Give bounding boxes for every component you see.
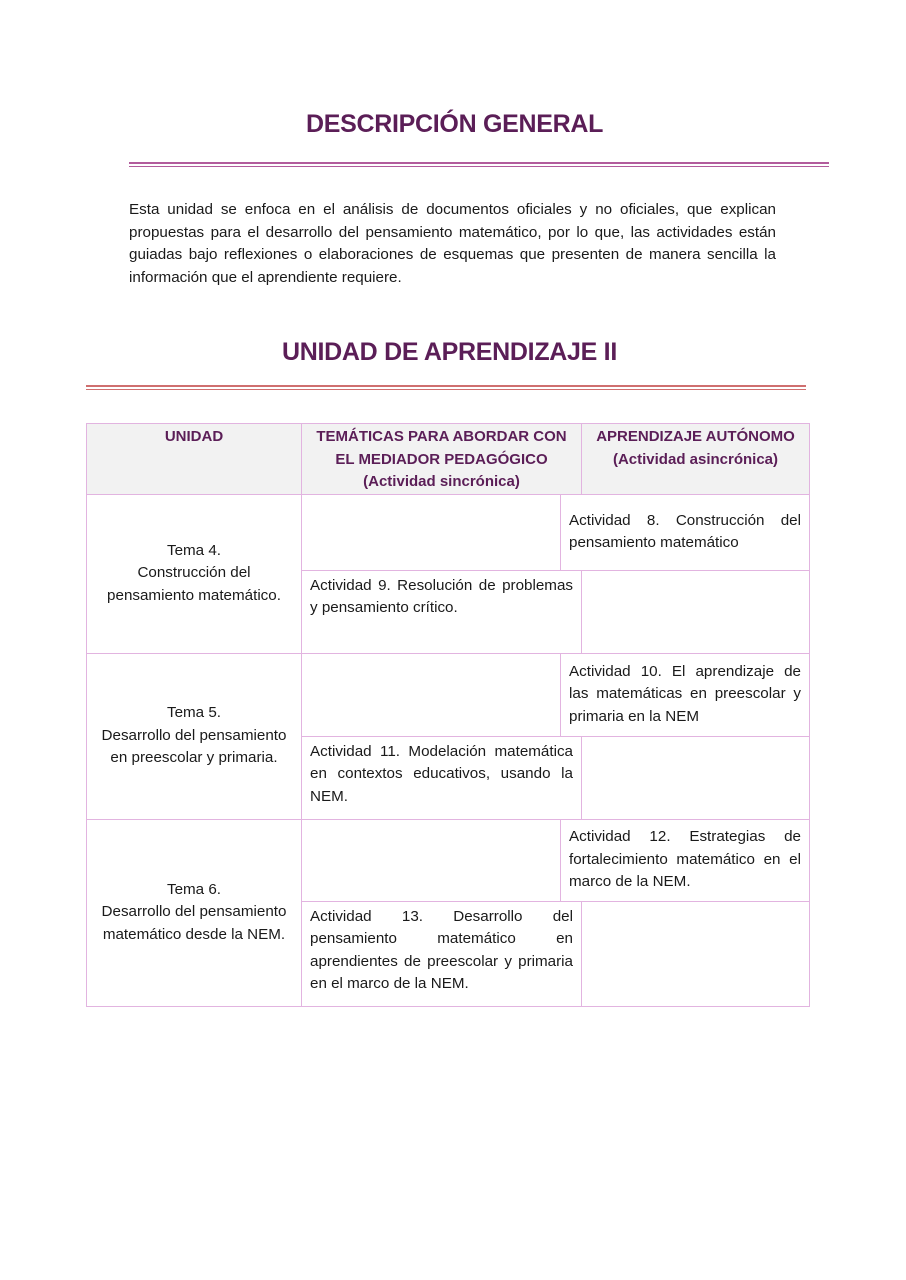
- autonomo-empty-cell: [582, 901, 810, 1006]
- header-tematicas: [302, 424, 582, 495]
- tema-title: Construcción del pensamiento matemático.: [107, 564, 281, 604]
- table-row: [87, 494, 810, 570]
- autonomo-activity: Actividad 12. Estrategias de fortalecimiento matemático en el marco de la NEM.: [561, 819, 810, 901]
- tema-title: Desarrollo del pensamiento en preescolar y primaria.: [101, 726, 287, 767]
- section-underline: [86, 385, 806, 387]
- tema-title: Desarrollo del pensamiento matemático desde la NEM.: [101, 903, 287, 943]
- autonomo-empty-cell: [582, 570, 810, 653]
- table-row: [87, 819, 810, 901]
- header-unidad: UNIDAD: [87, 424, 302, 495]
- sincronica-activity: Actividad 13. Desarrollo del pensamiento matemático en aprendientes de preescolar y primaria en el marco de la NEM.: [302, 901, 582, 1006]
- units-table: [86, 423, 810, 1007]
- header-autonomo: [582, 424, 810, 495]
- header-autonomo-title: APRENDIZAJE AUTÓNOMO: [596, 428, 795, 445]
- intro-paragraph: Esta unidad se enfoca en el análisis de documentos oficiales y no oficiales, que explican propuestas para el desarrollo del pensamiento matemático, por lo que, las actividades están guiadas bajo reflexiones o elaboraciones de esquemas que presenten de manera sencilla la información que el aprendiente requiere.: [129, 201, 776, 286]
- sincronica-empty-cell: [302, 819, 561, 901]
- autonomo-activity: Actividad 8. Construcción del pensamiento matemático: [561, 494, 810, 570]
- tema-cell: [87, 494, 302, 653]
- autonomo-empty-cell: [582, 736, 810, 819]
- header-tematicas-title: TEMÁTICAS PARA ABORDAR CON EL MEDIADOR PEDAGÓGICO: [316, 428, 567, 468]
- header-tematicas-subtitle: (Actividad sincrónica): [363, 473, 520, 490]
- section-title-descripcion-general: DESCRIPCIÓN GENERAL: [306, 110, 604, 138]
- section-title-unidad-aprendizaje: UNIDAD DE APRENDIZAJE II: [282, 338, 617, 366]
- header-autonomo-subtitle: (Actividad asincrónica): [612, 450, 779, 468]
- sincronica-activity: Actividad 9. Resolución de problemas y pensamiento crítico.: [302, 570, 582, 653]
- tema-cell: [87, 819, 302, 1006]
- tema-label: Tema 4.: [166, 541, 222, 559]
- sincronica-empty-cell: [302, 494, 561, 570]
- table-row: [87, 653, 810, 736]
- tema-label: Tema 6.: [166, 880, 222, 898]
- tema-label: Tema 5.: [166, 704, 222, 722]
- section-underline-thin: [86, 389, 806, 390]
- title-underline: [129, 162, 829, 164]
- title-underline-thin: [129, 166, 829, 167]
- autonomo-activity: Actividad 10. El aprendizaje de las matemáticas en preescolar y primaria en la NEM: [561, 653, 810, 736]
- tema-cell: [87, 653, 302, 819]
- sincronica-activity: Actividad 11. Modelación matemática en contextos educativos, usando la NEM.: [302, 736, 582, 819]
- table-header-row: [87, 424, 810, 495]
- sincronica-empty-cell: [302, 653, 561, 736]
